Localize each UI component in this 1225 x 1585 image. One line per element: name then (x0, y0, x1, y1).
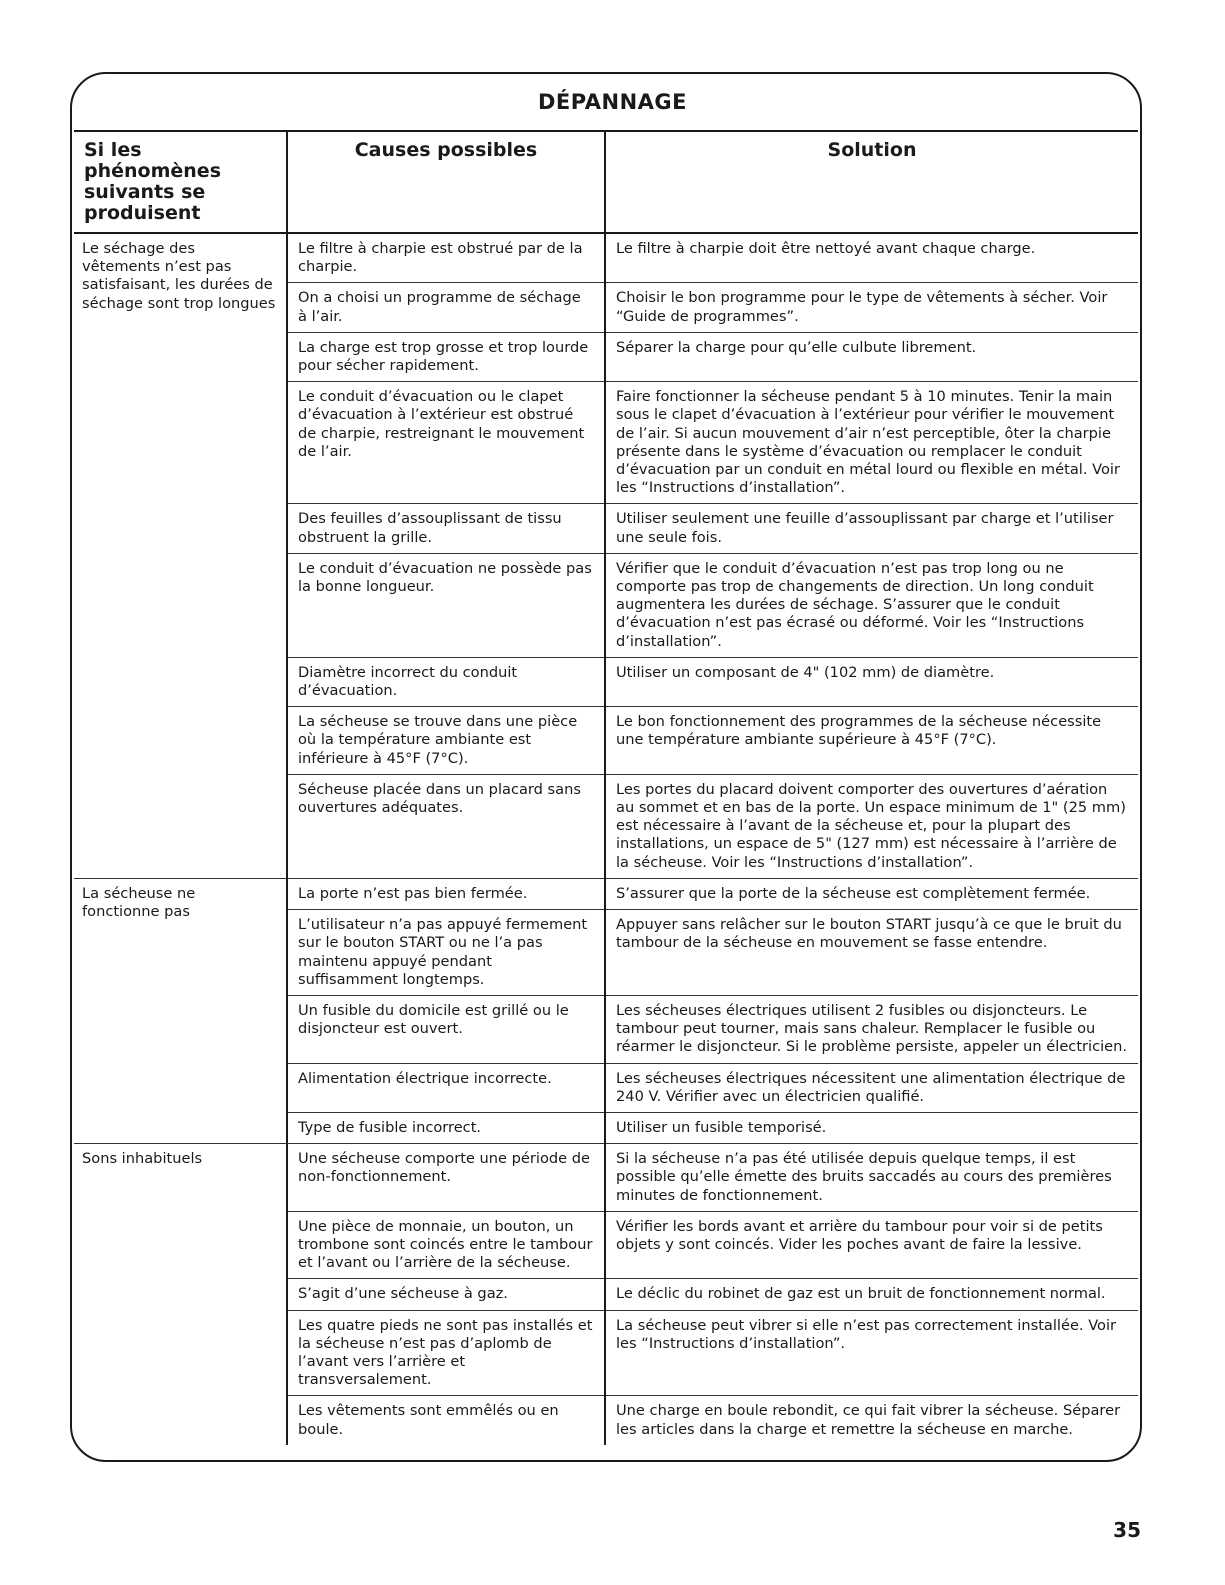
cause-cell: La sécheuse se trouve dans une pièce où la température ambiante est inférieure à 45°F (7°C). (287, 707, 605, 775)
symptom-cell: Le séchage des vêtements n’est pas satisfaisant, les durées de séchage sont trop longues (74, 233, 287, 878)
cause-cell: Des feuilles d’assouplissant de tissu obstruent la grille. (287, 504, 605, 553)
solution-cell: Utiliser un composant de 4" (102 mm) de diamètre. (605, 657, 1138, 706)
cause-cell: Sécheuse placée dans un placard sans ouvertures adéquates. (287, 774, 605, 878)
solution-cell: Une charge en boule rebondit, ce qui fait vibrer la sécheuse. Séparer les articles dans la charge et remettre la sécheuse en marche. (605, 1396, 1138, 1445)
solution-cell: Vérifier les bords avant et arrière du tambour pour voir si de petits objets y sont coincés. Vider les poches avant de faire la lessive. (605, 1211, 1138, 1279)
solution-cell: Le déclic du robinet de gaz est un bruit de fonctionnement normal. (605, 1279, 1138, 1310)
cause-cell: Diamètre incorrect du conduit d’évacuation. (287, 657, 605, 706)
solution-cell: Utiliser seulement une feuille d’assouplissant par charge et l’utiliser une seule fois. (605, 504, 1138, 553)
solution-cell: Appuyer sans relâcher sur le bouton START jusqu’à ce que le bruit du tambour de la sécheuse en mouvement se fasse entendre. (605, 910, 1138, 996)
cause-cell: On a choisi un programme de séchage à l’air. (287, 283, 605, 332)
cause-cell: Type de fusible incorrect. (287, 1112, 605, 1143)
table-row (74, 878, 1138, 909)
cause-cell: Une sécheuse comporte une période de non-fonctionnement. (287, 1144, 605, 1212)
solution-cell: Utiliser un fusible temporisé. (605, 1112, 1138, 1143)
cause-cell: Alimentation électrique incorrecte. (287, 1063, 605, 1112)
cause-cell: Une pièce de monnaie, un bouton, un trombone sont coincés entre le tambour et l’avant ou l’arrière de la sécheuse. (287, 1211, 605, 1279)
page-title: DÉPANNAGE (538, 90, 687, 114)
solution-cell: Vérifier que le conduit d’évacuation n’est pas trop long ou ne comporte pas trop de changements de direction. Un long conduit augmentera les durées de séchage. S’assurer que le conduit d’évacuation n’est pas écrasé ou déformé. Voir les “Instructions d’installation”. (605, 553, 1138, 657)
cause-cell: Le filtre à charpie est obstrué par de la charpie. (287, 233, 605, 283)
header-cause: Causes possibles (287, 131, 605, 233)
solution-cell: Faire fonctionner la sécheuse pendant 5 à 10 minutes. Tenir la main sous le clapet d’évacuation à l’extérieur pour vérifier le mouvement de l’air. Si aucun mouvement d’air n’est perceptible, ôter la charpie présente dans le système d’évacuation ou remplacer le conduit d’évacuation par un conduit en métal lourd ou flexible en métal. Voir les “Instructions d’installation”. (605, 382, 1138, 504)
troubleshooting-table (74, 130, 1138, 1445)
solution-cell: La sécheuse peut vibrer si elle n’est pas correctement installée. Voir les “Instructions d’installation”. (605, 1310, 1138, 1396)
table-row (74, 233, 1138, 283)
cause-cell: Le conduit d’évacuation ou le clapet d’évacuation à l’extérieur est obstrué de charpie, restreignant le mouvement de l’air. (287, 382, 605, 504)
symptom-cell: Sons inhabituels (74, 1144, 287, 1445)
table-row (74, 1144, 1138, 1212)
solution-cell: Séparer la charge pour qu’elle culbute librement. (605, 332, 1138, 381)
cause-cell: Les vêtements sont emmêlés ou en boule. (287, 1396, 605, 1445)
page-number: 35 (1113, 1518, 1141, 1542)
cause-cell: Le conduit d’évacuation ne possède pas la bonne longueur. (287, 553, 605, 657)
cause-cell: La porte n’est pas bien fermée. (287, 878, 605, 909)
symptom-cell: La sécheuse ne fonctionne pas (74, 878, 287, 1143)
solution-cell: Les portes du placard doivent comporter des ouvertures d’aération au sommet et en bas de la porte. Un espace minimum de 1" (25 mm) est nécessaire à l’avant de la sécheuse et, pour la plupart des installations, un espace de 5" (127 mm) est nécessaire à l’arrière de la sécheuse. Voir les “Instructions d’installation”. (605, 774, 1138, 878)
cause-cell: Les quatre pieds ne sont pas installés et la sécheuse n’est pas d’aplomb de l’avant vers l’arrière et transversalement. (287, 1310, 605, 1396)
header-solution: Solution (605, 131, 1138, 233)
table-body (74, 233, 1138, 1445)
solution-cell: Les sécheuses électriques utilisent 2 fusibles ou disjoncteurs. Le tambour peut tourner, mais sans chaleur. Remplacer le fusible ou réarmer le disjoncteur. Si le problème persiste, appeler un électricien. (605, 995, 1138, 1063)
solution-cell: Choisir le bon programme pour le type de vêtements à sécher. Voir “Guide de programmes”. (605, 283, 1138, 332)
solution-cell: Si la sécheuse n’a pas été utilisée depuis quelque temps, il est possible qu’elle émette des bruits saccadés au cours des premières minutes de fonctionnement. (605, 1144, 1138, 1212)
cause-cell: S’agit d’une sécheuse à gaz. (287, 1279, 605, 1310)
solution-cell: S’assurer que la porte de la sécheuse est complètement fermée. (605, 878, 1138, 909)
cause-cell: Un fusible du domicile est grillé ou le disjoncteur est ouvert. (287, 995, 605, 1063)
solution-cell: Le filtre à charpie doit être nettoyé avant chaque charge. (616, 240, 1036, 257)
solution-cell: Le bon fonctionnement des programmes de la sécheuse nécessite une température ambiante supérieure à 45°F (7°C). (605, 707, 1138, 775)
cause-cell: La charge est trop grosse et trop lourde pour sécher rapidement. (287, 332, 605, 381)
cause-cell: L’utilisateur n’a pas appuyé fermement sur le bouton START ou ne l’a pas maintenu appuyé pendant suffisamment longtemps. (287, 910, 605, 996)
header-symptom: Si les phénomènes suivants se produisent (74, 131, 287, 233)
solution-cell: Les sécheuses électriques nécessitent une alimentation électrique de 240 V. Vérifier avec un électricien qualifié. (605, 1063, 1138, 1112)
